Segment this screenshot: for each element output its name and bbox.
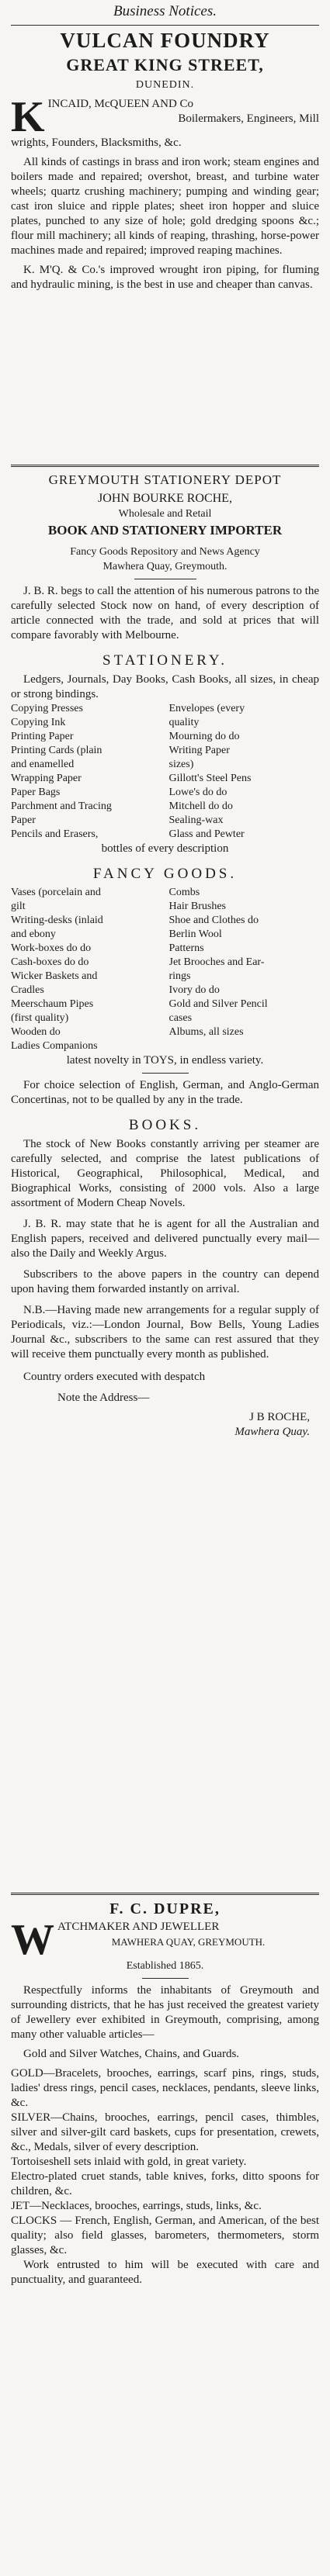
list-item: Mitchell do do — [168, 800, 233, 812]
address-line: MAWHERA QUAY, GREYMOUTH. — [111, 1936, 266, 1948]
list-item — [169, 1039, 320, 1053]
signature-place: Mawhera Quay. — [234, 1426, 310, 1438]
ad-title: F. C. DUPRE, — [109, 1900, 221, 1917]
list-item: Printing Cards (plain — [11, 745, 102, 756]
divider — [142, 1978, 189, 1979]
list-item: Shoe and Clothes do — [168, 915, 259, 926]
list-item: Berlin Wool — [168, 928, 222, 940]
trade-line: ATCHMAKER AND JEWELLER — [57, 1921, 220, 1933]
list-item: Meerschaum Pipes — [11, 998, 94, 1010]
ad-paragraph: Country orders executed with despatch — [23, 1371, 206, 1383]
agency-line: Fancy Goods Repository and News Agency — [70, 546, 260, 558]
list-item: Combs — [168, 887, 200, 898]
stationery-depot-ad — [11, 470, 319, 1890]
ad-paragraph: K. M'Q. & Co.'s improved wrought iron piping, for fluming and hydraulic mining, is the best in use and cheaper than canvas. — [11, 264, 319, 291]
ad-paragraph: JET—Necklaces, brooches, earrings, studs, links, &c. — [11, 2200, 262, 2212]
firm-line: INCAID, McQUEEN AND Co — [47, 98, 194, 110]
section-heading: STATIONERY. — [102, 652, 228, 669]
list-item: Cradles — [11, 984, 44, 996]
divider — [11, 1893, 319, 1895]
list-item: Wicker Baskets and — [11, 970, 98, 982]
ad-city: DUNEDIN. — [135, 79, 195, 91]
list-item: Vases (porcelain and — [11, 887, 101, 898]
ad-paragraph: Ledgers, Journals, Day Books, Cash Books, all sizes, in cheap or strong bindings. — [11, 673, 319, 700]
list-item: Writing-desks (inlaid — [11, 915, 103, 926]
list-item: Ivory do do — [168, 984, 220, 996]
list-item: Ladies Companions — [11, 1040, 98, 1052]
ad-paragraph: N.B.—Having made new arrangements for a regular supply of Periodicals, viz.:—London Journal, Bow Bells, Young Ladies Journal &c., subscribers to the same can rest assured that they will receive them punctually every month as published. — [11, 1304, 319, 1361]
list-item: Parchment and Tracing — [11, 800, 112, 812]
list-tail: bottles of every description — [101, 842, 229, 855]
list-item: Cash-boxes do do — [11, 956, 89, 968]
ad-paragraph: Work entrusted to him will be executed with care and punctuality, and guaranteed. — [11, 2259, 319, 2286]
list-item: Copying Ink — [11, 717, 66, 728]
list-item: Wrapping Paper — [11, 773, 82, 784]
list-item: and enamelled — [11, 759, 75, 770]
ad-paragraph: Tortoiseshell sets inlaid with gold, in great variety. — [11, 2156, 247, 2168]
ad-paragraph: Note the Address— — [57, 1392, 150, 1404]
drop-cap: K — [11, 93, 45, 141]
list-item: Envelopes (every — [168, 703, 245, 714]
signature-name: J B ROCHE, — [249, 1411, 310, 1423]
ad-paragraph: J. B. R. may state that he is agent for all the Australian and English papers, received and delivered punctually every mail—also the Daily and Weekly Argus. — [11, 1218, 319, 1260]
firm-line: wrights, Founders, Blacksmiths, &c. — [11, 137, 182, 149]
proprietor-name: JOHN BOURKE ROCHE, — [98, 492, 232, 505]
list-item: gilt — [11, 901, 26, 912]
list-item: Sealing-wax — [168, 814, 224, 826]
list-item: Lowe's do do — [168, 787, 228, 798]
list-item: Gold and Silver Pencil — [168, 998, 268, 1010]
list-item: Pencils and Erasers, — [11, 828, 99, 840]
list-item: Mourning do do — [168, 731, 240, 742]
ad-paragraph: Electro-plated cruet stands, table knives, forks, ditto spoons for children, &c. — [11, 2170, 319, 2197]
list-item: Writing Paper — [168, 745, 230, 756]
list-item: quality — [168, 717, 200, 728]
list-item: sizes) — [168, 759, 194, 770]
ad-paragraph: SILVER—Chains, brooches, earrings, pencil cases, thimbles, silver and silver-gilt card baskets, cups for presentation, crewets, &c., Medals, silver of every description. — [11, 2111, 319, 2153]
ad-street: GREAT KING STREET, — [66, 55, 264, 74]
ad-paragraph: J. B. R. begs to call the attention of his numerous patrons to the carefully selected Stock now on hand, of every description of article connected with the trade, and sold at prices that will compare favorably with Melbourne. — [11, 585, 319, 641]
address-line: Mawhera Quay, Greymouth. — [102, 561, 228, 572]
list-item: Glass and Pewter — [168, 828, 245, 840]
list-item: Wooden do — [11, 1026, 61, 1038]
list-item: Paper Bags — [11, 787, 61, 798]
section-heading: FANCY GOODS. — [92, 866, 238, 882]
drop-cap: W — [11, 1916, 54, 1964]
divider — [11, 25, 319, 26]
list-item: Paper — [11, 814, 36, 826]
list-tail: latest novelty in TOYS, in endless variety. — [66, 1054, 264, 1067]
divider — [11, 465, 319, 467]
list-item: Work-boxes do do — [11, 942, 92, 954]
divider — [142, 1073, 189, 1074]
ad-firm — [11, 93, 319, 150]
column-heading: Business Notices. — [113, 3, 217, 19]
firm-line: Boilermakers, Engineers, Mill — [178, 112, 319, 125]
ad-paragraph: Gold and Silver Watches, Chains, and Guards. — [23, 2048, 240, 2060]
trade-line: Wholesale and Retail — [118, 508, 212, 520]
list-item: cases — [168, 1012, 193, 1024]
list-item: rings — [168, 970, 191, 982]
ad-paragraph: Respectfully informs the inhabitants of Greymouth and surrounding districts, that he has just received the greatest variety of Jewellery ever exhibited in Greymouth, comprising, among many other valuable articles— — [11, 1984, 319, 2041]
ad-paragraph: CLOCKS — French, English, German, and American, of the best quality; also field glasses, barometers, thermometers, storm glasses, &c. — [11, 2215, 319, 2256]
ad-title: VULCAN FOUNDRY — [60, 29, 270, 52]
ad-paragraph: GOLD—Bracelets, brooches, earrings, scarf pins, rings, studs, ladies' dress rings, pencil cases, necklaces, pendants, sleeve links, &c. — [11, 2067, 319, 2109]
fancy-goods-list — [11, 886, 319, 1053]
list-item: Hair Brushes — [168, 901, 226, 912]
ad-paragraph: The stock of New Books constantly arriving per steamer are carefully selected, and comprise the latest publications of Historical, Geographical, Philosophical, Medical, and Biographical Works, consisting of 2000 vols. Also a large assortment of Modern Cheap Novels. — [11, 1138, 319, 1209]
list-item: Printing Paper — [11, 731, 74, 742]
stationery-list — [11, 702, 319, 842]
list-item: Copying Presses — [11, 703, 83, 714]
list-item: and ebony — [11, 928, 56, 940]
ad-paragraph: All kinds of castings in brass and iron work; steam engines and boilers made and repaired; overshot, breast, and turbine water wheels; quartz crushing machinery; pumping and winding gear; cast iron sluice and ripple plates; sheet iron hopper and sluice plates, punched to any size of hole; gold dredging spoons &c.; flour mill machinery; all kinds of reaping, thrashing, horse-power machines made and repaired; improved reaping machines. — [11, 156, 319, 257]
ad-paragraph: Subscribers to the above papers in the country can depend upon having them forwarded instantly on arrival. — [11, 1268, 319, 1295]
ad-subtitle: BOOK AND STATIONERY IMPORTER — [47, 523, 283, 538]
trade-block — [11, 1916, 319, 1973]
list-item: Patterns — [168, 942, 204, 954]
list-item: Jet Brooches and Ear- — [168, 956, 265, 968]
list-item: Gillott's Steel Pens — [168, 773, 252, 784]
section-heading: BOOKS. — [128, 1117, 202, 1133]
watchmaker-ad — [11, 1898, 319, 2287]
list-item: Albums, all sizes — [168, 1026, 244, 1038]
ad-title: GREYMOUTH STATIONERY DEPOT — [48, 472, 282, 487]
list-item: (first quality) — [11, 1012, 69, 1024]
established-line: Established 1865. — [126, 1960, 204, 1972]
ad-paragraph: For choice selection of English, German, and Anglo-German Concertinas, not to be qualled by any in the trade. — [11, 1079, 319, 1106]
vulcan-foundry-ad — [11, 27, 319, 462]
